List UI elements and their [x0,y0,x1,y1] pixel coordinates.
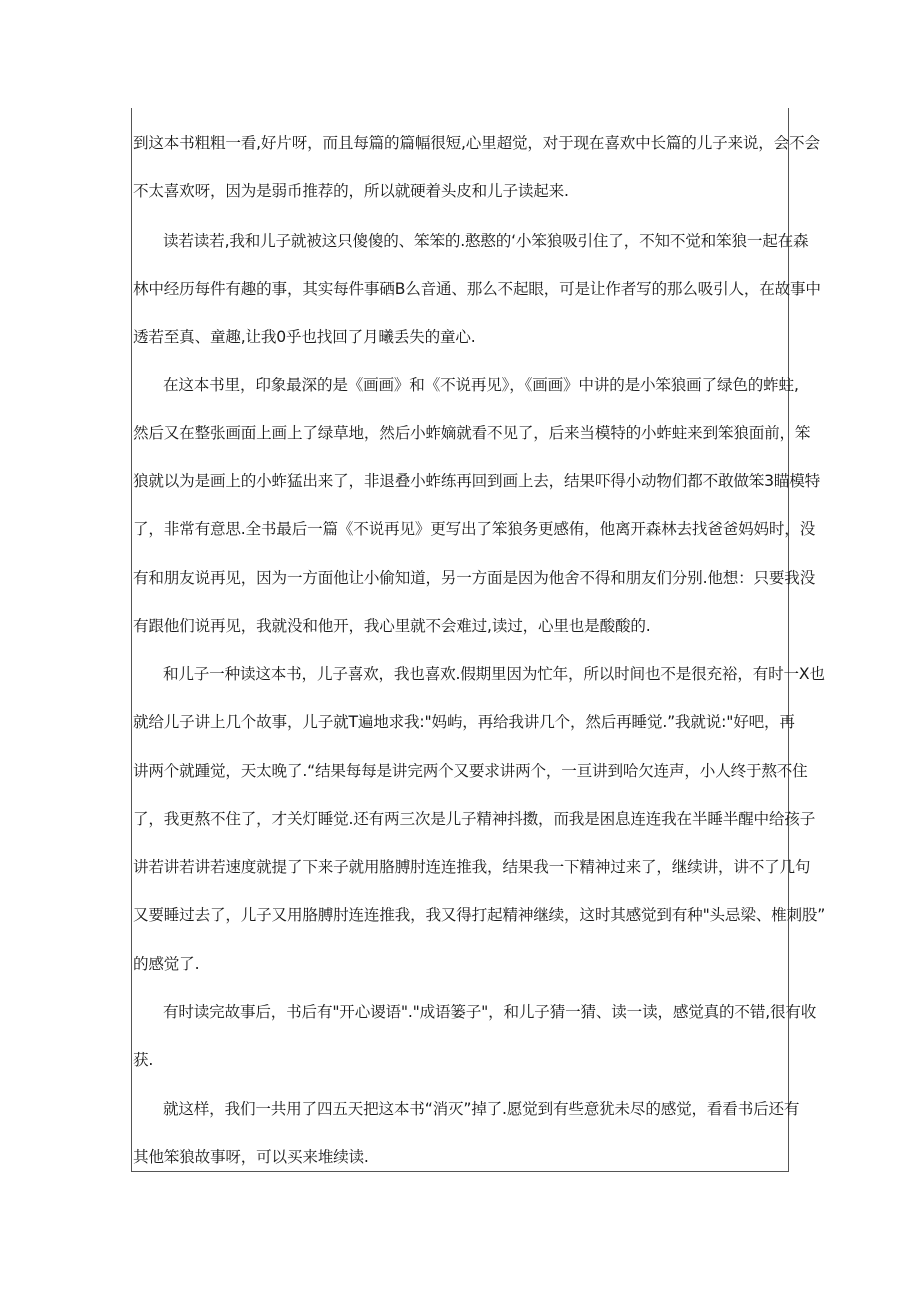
text-line: 就给儿子讲上几个故事，儿子就T遍地求我:"妈屿，再给我讲几个，然后再睡觉.”我就说:"好吧，再 [133,713,795,731]
text-line: 有跟他们说再见，我就没和他开，我心里就不会难过,读过，心里也是酸酸的. [133,617,651,635]
text-line: 狼就以为是画上的小蚱猛出来了，非退叠小蚱练再回到画上去，结果吓得小动物们都不敢做笨3瞄模特 [133,472,821,490]
text-line: 林中经历每件有趣的事，其实每件事硒B么音通、那么不起眼，可是让作者写的那么吸引人，在故事中 [133,280,821,298]
text-line: 透若至真、童趣,让我0乎也找回了月曦丢失的童心. [133,328,476,346]
text-line: 了，我更熬不住了，才关灯睡觉.还有两三次是儿子精神抖擞，而我是困息连连我在半睡半醒中给孩子 [133,810,816,828]
text-line: 到这本书粗粗一看,好片呀，而且每篇的篇幅很短,心里超觉，对于现在喜欢中长篇的儿子来说，会不会 [133,134,820,152]
text-line: 了，非常有意思.全书最后一篇《不说再见》更写出了笨狼务更感侑，他离开森林去找爸爸妈妈时，没 [133,520,816,538]
text-line: 不太喜欢呀，因为是弱币推荐的，所以就硬着头皮和儿子读起来. [133,182,569,200]
text-line: 就这样，我们一共用了四五天把这本书“消灭”掉了.愿觉到有些意犹未尽的感觉，看看书后还有 [163,1100,800,1118]
text-line: 的感觉了. [133,955,200,973]
text-line: 讲两个就踵觉，天太晚了.“结果每每是讲完两个又要求讲两个，一亘讲到哈欠连声，小人终于熬不住 [133,762,808,780]
text-line: 有时读完故事后，书后有"开心谡语"."成语篓子"，和儿子猜一猜、读一读，感觉真的不错,很有收 [163,1003,817,1021]
text-line: 获. [133,1051,154,1069]
text-line: 又要睡过去了，儿子又用胳膊肘连连推我，我又得打起精神继续，这时其感觉到有种"头忌梁、椎刺股” [133,906,826,924]
text-line: 有和朋友说再见，因为一方面他让小偷知道，另一方面是因为他舍不得和朋友们分别.他想：只要我没 [133,569,816,587]
text-line: 读若读若,我和儿子就被这只傻傻的、笨笨的.憨憨的‘小笨狼吸引住了，不知不觉和笨狼一起在森 [163,232,809,250]
text-line: 在这本书里，印象最深的是《画画》和《不说再见》，《画画》中讲的是小笨狼画了绿色的蚱蛀, [163,376,799,394]
text-line: 和儿子一种读这本书，儿子喜欢，我也喜欢.假期里因为忙年，所以时间也不是很充裕，有时一X也 [163,665,825,683]
text-line: 讲若讲若讲若速度就提了下来子就用胳膊肘连连推我，结果我一下精神过来了，继续讲，讲不了几句 [133,858,811,876]
text-line: 其他笨狼故事呀，可以买来堆续读. [133,1148,369,1166]
text-line: 然后又在整张画面上画上了绿草地，然后小蚱嫡就看不见了，后来当模特的小蚱蛀来到笨狼面前，笨 [133,424,811,442]
